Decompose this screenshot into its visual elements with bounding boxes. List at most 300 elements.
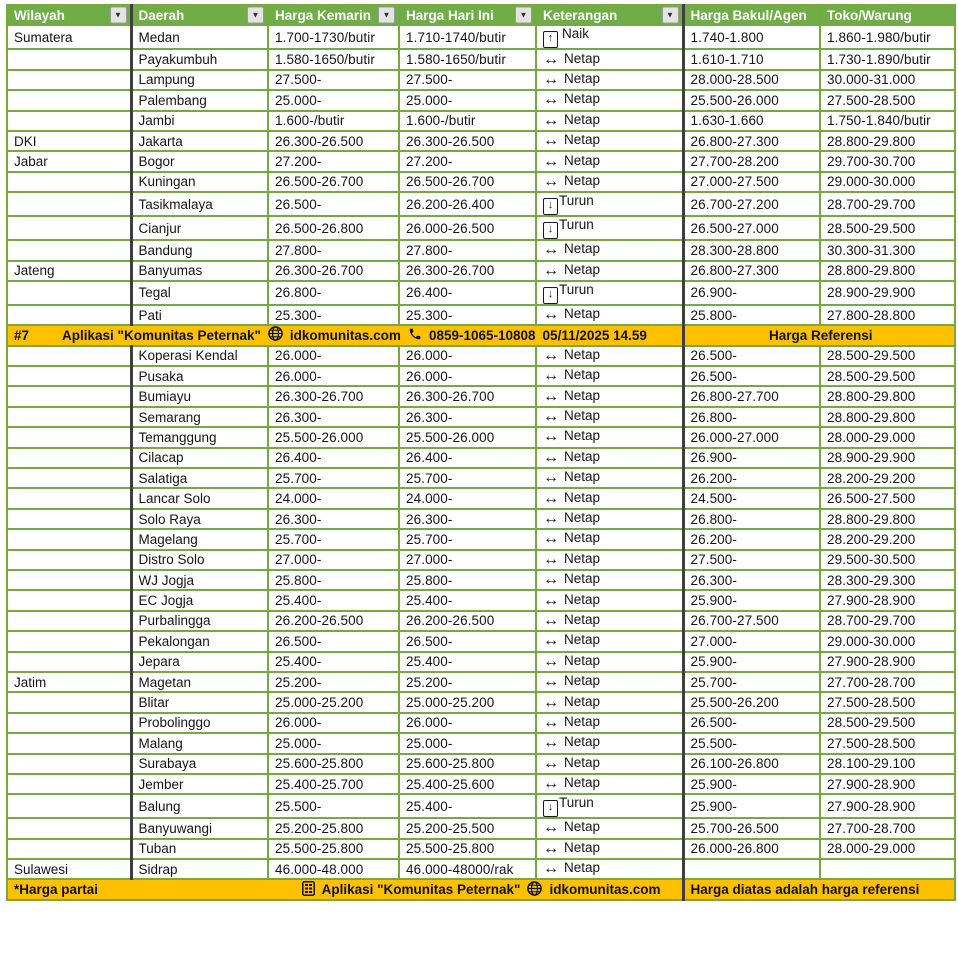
cell-harga-bakul-agen[interactable]: 26.700-27.200 bbox=[683, 192, 820, 216]
cell-harga-hari-ini[interactable]: 25.400-25.600 bbox=[399, 774, 536, 794]
cell-harga-hari-ini[interactable]: 25.400- bbox=[399, 794, 536, 818]
cell-wilayah[interactable] bbox=[7, 427, 131, 447]
cell-harga-kemarin[interactable]: 26.300- bbox=[268, 407, 399, 427]
cell-wilayah[interactable] bbox=[7, 652, 131, 672]
cell-harga-bakul-agen[interactable] bbox=[683, 859, 820, 879]
cell-daerah[interactable]: Sidrap bbox=[131, 859, 268, 879]
cell-toko-warung[interactable]: 27.900-28.900 bbox=[820, 794, 955, 818]
cell-wilayah[interactable] bbox=[7, 631, 131, 651]
cell-keterangan[interactable] bbox=[536, 652, 683, 672]
cell-harga-hari-ini[interactable]: 26.500-26.700 bbox=[399, 172, 536, 192]
cell-toko-warung[interactable]: 28.700-29.700 bbox=[820, 192, 955, 216]
cell-toko-warung[interactable]: 28.800-29.800 bbox=[820, 407, 955, 427]
cell-harga-hari-ini[interactable]: 25.800- bbox=[399, 570, 536, 590]
cell-keterangan[interactable] bbox=[536, 386, 683, 406]
table-row bbox=[7, 261, 955, 281]
cell-daerah[interactable]: Tasikmalaya bbox=[131, 192, 268, 216]
cell-wilayah[interactable] bbox=[7, 774, 131, 794]
cell-keterangan[interactable] bbox=[536, 733, 683, 753]
cell-toko-warung[interactable]: 27.500-28.500 bbox=[820, 90, 955, 110]
cell-daerah[interactable]: Lancar Solo bbox=[131, 488, 268, 508]
cell-harga-bakul-agen[interactable]: 27.700-28.200 bbox=[683, 151, 820, 171]
cell-harga-hari-ini[interactable]: 25.300- bbox=[399, 305, 536, 325]
cell-harga-kemarin[interactable]: 26.300- bbox=[268, 509, 399, 529]
cell-harga-kemarin[interactable]: 25.200-25.800 bbox=[268, 818, 399, 838]
cell-harga-hari-ini[interactable]: 25.500-25.800 bbox=[399, 839, 536, 859]
cell-harga-hari-ini[interactable]: 26.300-26.700 bbox=[399, 261, 536, 281]
cell-harga-kemarin[interactable]: 26.500- bbox=[268, 631, 399, 651]
cell-keterangan[interactable] bbox=[536, 672, 683, 692]
cell-wilayah[interactable] bbox=[7, 818, 131, 838]
cell-harga-kemarin[interactable]: 25.800- bbox=[268, 570, 399, 590]
filter-dropdown-icon[interactable]: ▼ bbox=[662, 7, 679, 24]
cell-harga-hari-ini[interactable]: 25.600-25.800 bbox=[399, 754, 536, 774]
cell-keterangan[interactable] bbox=[536, 692, 683, 712]
cell-daerah[interactable]: Tuban bbox=[131, 839, 268, 859]
cell-harga-kemarin[interactable]: 46.000-48.000 bbox=[268, 859, 399, 879]
cell-harga-kemarin[interactable]: 26.300-26.500 bbox=[268, 131, 399, 151]
trend-label: Naik bbox=[562, 26, 590, 42]
cell-toko-warung[interactable]: 30.300-31.300 bbox=[820, 240, 955, 260]
cell-daerah[interactable]: Bogor bbox=[131, 151, 268, 171]
cell-toko-warung[interactable]: 27.900-28.900 bbox=[820, 590, 955, 610]
cell-wilayah[interactable] bbox=[7, 611, 131, 631]
cell-toko-warung[interactable]: 27.900-28.900 bbox=[820, 774, 955, 794]
cell-harga-hari-ini[interactable]: 26.300- bbox=[399, 407, 536, 427]
cell-keterangan[interactable] bbox=[536, 859, 683, 879]
cell-harga-hari-ini[interactable]: 46.000-48000/rak bbox=[399, 859, 536, 879]
cell-harga-hari-ini[interactable]: 27.800- bbox=[399, 240, 536, 260]
table-row bbox=[7, 346, 955, 366]
banner-left-cell[interactable] bbox=[7, 325, 683, 345]
cell-keterangan[interactable] bbox=[536, 216, 683, 240]
cell-toko-warung[interactable]: 1.750-1.840/butir bbox=[820, 111, 955, 131]
cell-toko-warung[interactable]: 29.000-30.000 bbox=[820, 172, 955, 192]
cell-harga-hari-ini[interactable]: 25.000-25.200 bbox=[399, 692, 536, 712]
cell-keterangan[interactable] bbox=[536, 754, 683, 774]
cell-daerah[interactable]: Jepara bbox=[131, 652, 268, 672]
cell-harga-hari-ini[interactable]: 26.000-26.500 bbox=[399, 216, 536, 240]
cell-daerah[interactable]: Cianjur bbox=[131, 216, 268, 240]
cell-keterangan[interactable] bbox=[536, 346, 683, 366]
cell-keterangan[interactable] bbox=[536, 366, 683, 386]
cell-harga-hari-ini[interactable]: 27.000- bbox=[399, 550, 536, 570]
cell-harga-bakul-agen[interactable]: 26.500- bbox=[683, 366, 820, 386]
cell-keterangan[interactable] bbox=[536, 509, 683, 529]
cell-wilayah[interactable]: DKI bbox=[7, 131, 131, 151]
cell-harga-kemarin[interactable]: 26.000- bbox=[268, 346, 399, 366]
cell-toko-warung[interactable]: 29.500-30.500 bbox=[820, 550, 955, 570]
cell-harga-bakul-agen[interactable]: 26.000-26.800 bbox=[683, 839, 820, 859]
cell-wilayah[interactable] bbox=[7, 386, 131, 406]
cell-daerah[interactable]: Kuningan bbox=[131, 172, 268, 192]
cell-toko-warung[interactable]: 28.200-29.200 bbox=[820, 529, 955, 549]
header-keterangan[interactable] bbox=[536, 5, 683, 25]
cell-daerah[interactable]: Probolinggo bbox=[131, 713, 268, 733]
cell-harga-bakul-agen[interactable]: 28.000-28.500 bbox=[683, 70, 820, 90]
filter-dropdown-icon[interactable]: ▼ bbox=[110, 7, 127, 24]
cell-keterangan[interactable] bbox=[536, 70, 683, 90]
footer-left-cell[interactable] bbox=[7, 879, 683, 899]
cell-harga-bakul-agen[interactable]: 26.700-27.500 bbox=[683, 611, 820, 631]
cell-harga-kemarin[interactable]: 26.500- bbox=[268, 192, 399, 216]
cell-toko-warung[interactable]: 28.300-29.300 bbox=[820, 570, 955, 590]
cell-daerah[interactable]: Jambi bbox=[131, 111, 268, 131]
cell-daerah[interactable]: Surabaya bbox=[131, 754, 268, 774]
cell-daerah[interactable]: Magelang bbox=[131, 529, 268, 549]
cell-daerah[interactable]: Balung bbox=[131, 794, 268, 818]
cell-daerah[interactable]: Cilacap bbox=[131, 448, 268, 468]
cell-toko-warung[interactable]: 30.000-31.000 bbox=[820, 70, 955, 90]
cell-toko-warung[interactable]: 28.900-29.900 bbox=[820, 281, 955, 305]
cell-harga-hari-ini[interactable]: 25.700- bbox=[399, 468, 536, 488]
cell-wilayah[interactable]: Jateng bbox=[7, 261, 131, 281]
cell-toko-warung[interactable]: 27.800-28.800 bbox=[820, 305, 955, 325]
cell-harga-bakul-agen[interactable]: 26.800-27.300 bbox=[683, 131, 820, 151]
header-harga-bakul-agen[interactable] bbox=[683, 5, 820, 25]
cell-harga-bakul-agen[interactable]: 25.700- bbox=[683, 672, 820, 692]
cell-harga-bakul-agen[interactable]: 26.500- bbox=[683, 713, 820, 733]
cell-harga-hari-ini[interactable]: 26.000- bbox=[399, 366, 536, 386]
cell-wilayah[interactable] bbox=[7, 468, 131, 488]
cell-daerah[interactable]: EC Jogja bbox=[131, 590, 268, 610]
cell-wilayah[interactable] bbox=[7, 305, 131, 325]
cell-daerah[interactable]: Jember bbox=[131, 774, 268, 794]
cell-harga-bakul-agen[interactable]: 27.000-27.500 bbox=[683, 172, 820, 192]
cell-harga-hari-ini[interactable]: 25.200-25.500 bbox=[399, 818, 536, 838]
cell-harga-bakul-agen[interactable]: 24.500- bbox=[683, 488, 820, 508]
cell-keterangan[interactable] bbox=[536, 427, 683, 447]
cell-wilayah[interactable] bbox=[7, 49, 131, 69]
cell-harga-bakul-agen[interactable]: 25.900- bbox=[683, 794, 820, 818]
cell-harga-kemarin[interactable]: 24.000- bbox=[268, 488, 399, 508]
cell-harga-hari-ini[interactable]: 26.300- bbox=[399, 509, 536, 529]
cell-harga-hari-ini[interactable]: 27.500- bbox=[399, 70, 536, 90]
cell-harga-bakul-agen[interactable]: 26.800- bbox=[683, 407, 820, 427]
cell-toko-warung[interactable]: 26.500-27.500 bbox=[820, 488, 955, 508]
cell-harga-hari-ini[interactable]: 26.000- bbox=[399, 346, 536, 366]
cell-wilayah[interactable] bbox=[7, 70, 131, 90]
cell-daerah[interactable]: Jakarta bbox=[131, 131, 268, 151]
cell-keterangan[interactable] bbox=[536, 590, 683, 610]
cell-harga-bakul-agen[interactable]: 25.500-26.200 bbox=[683, 692, 820, 712]
cell-harga-kemarin[interactable]: 27.500- bbox=[268, 70, 399, 90]
cell-wilayah[interactable] bbox=[7, 733, 131, 753]
banner-right-cell[interactable] bbox=[683, 325, 955, 345]
cell-harga-bakul-agen[interactable]: 1.610-1.710 bbox=[683, 49, 820, 69]
cell-keterangan[interactable] bbox=[536, 774, 683, 794]
cell-harga-kemarin[interactable]: 25.500- bbox=[268, 794, 399, 818]
cell-wilayah[interactable] bbox=[7, 794, 131, 818]
cell-harga-hari-ini[interactable]: 25.400- bbox=[399, 590, 536, 610]
cell-wilayah[interactable] bbox=[7, 172, 131, 192]
cell-daerah[interactable]: Blitar bbox=[131, 692, 268, 712]
cell-harga-hari-ini[interactable]: 26.000- bbox=[399, 713, 536, 733]
cell-wilayah[interactable]: Jabar bbox=[7, 151, 131, 171]
cell-toko-warung[interactable]: 28.900-29.900 bbox=[820, 448, 955, 468]
cell-harga-bakul-agen[interactable]: 1.740-1.800 bbox=[683, 25, 820, 49]
cell-wilayah[interactable] bbox=[7, 346, 131, 366]
cell-daerah[interactable]: Salatiga bbox=[131, 468, 268, 488]
cell-daerah[interactable]: Bumiayu bbox=[131, 386, 268, 406]
cell-harga-bakul-agen[interactable]: 26.200- bbox=[683, 529, 820, 549]
cell-harga-kemarin[interactable]: 26.200-26.500 bbox=[268, 611, 399, 631]
cell-harga-kemarin[interactable]: 25.600-25.800 bbox=[268, 754, 399, 774]
cell-wilayah[interactable] bbox=[7, 839, 131, 859]
cell-harga-kemarin[interactable]: 27.200- bbox=[268, 151, 399, 171]
cell-harga-kemarin[interactable]: 25.400- bbox=[268, 590, 399, 610]
header-harga-hari-ini[interactable] bbox=[399, 5, 536, 25]
cell-wilayah[interactable] bbox=[7, 192, 131, 216]
cell-daerah[interactable]: Semarang bbox=[131, 407, 268, 427]
cell-keterangan[interactable] bbox=[536, 529, 683, 549]
cell-keterangan[interactable] bbox=[536, 468, 683, 488]
cell-harga-kemarin[interactable]: 25.000-25.200 bbox=[268, 692, 399, 712]
cell-harga-kemarin[interactable]: 26.500-26.800 bbox=[268, 216, 399, 240]
cell-harga-bakul-agen[interactable]: 26.900- bbox=[683, 448, 820, 468]
cell-harga-bakul-agen[interactable]: 26.800-27.300 bbox=[683, 261, 820, 281]
cell-toko-warung[interactable]: 27.500-28.500 bbox=[820, 692, 955, 712]
cell-toko-warung[interactable]: 28.000-29.000 bbox=[820, 427, 955, 447]
cell-toko-warung[interactable]: 27.700-28.700 bbox=[820, 818, 955, 838]
cell-wilayah[interactable] bbox=[7, 529, 131, 549]
cell-toko-warung[interactable]: 27.900-28.900 bbox=[820, 652, 955, 672]
cell-harga-kemarin[interactable]: 25.700- bbox=[268, 529, 399, 549]
cell-harga-hari-ini[interactable]: 26.300-26.500 bbox=[399, 131, 536, 151]
cell-wilayah[interactable]: Sulawesi bbox=[7, 859, 131, 879]
cell-daerah[interactable]: Koperasi Kendal bbox=[131, 346, 268, 366]
cell-toko-warung[interactable]: 1.730-1.890/butir bbox=[820, 49, 955, 69]
cell-harga-kemarin[interactable]: 26.000- bbox=[268, 366, 399, 386]
cell-wilayah[interactable] bbox=[7, 713, 131, 733]
cell-harga-kemarin[interactable]: 26.000- bbox=[268, 713, 399, 733]
cell-wilayah[interactable]: Jatim bbox=[7, 672, 131, 692]
cell-harga-hari-ini[interactable]: 26.400- bbox=[399, 281, 536, 305]
cell-keterangan[interactable] bbox=[536, 713, 683, 733]
cell-daerah[interactable]: Banyumas bbox=[131, 261, 268, 281]
cell-harga-kemarin[interactable]: 25.000- bbox=[268, 733, 399, 753]
cell-harga-kemarin[interactable]: 25.700- bbox=[268, 468, 399, 488]
cell-wilayah[interactable] bbox=[7, 216, 131, 240]
cell-harga-kemarin[interactable]: 27.000- bbox=[268, 550, 399, 570]
cell-keterangan[interactable] bbox=[536, 818, 683, 838]
cell-wilayah[interactable] bbox=[7, 550, 131, 570]
cell-toko-warung[interactable]: 28.500-29.500 bbox=[820, 366, 955, 386]
cell-toko-warung[interactable]: 28.200-29.200 bbox=[820, 468, 955, 488]
cell-keterangan[interactable] bbox=[536, 448, 683, 468]
cell-toko-warung[interactable]: 28.800-29.800 bbox=[820, 131, 955, 151]
cell-harga-kemarin[interactable]: 26.300-26.700 bbox=[268, 261, 399, 281]
cell-harga-bakul-agen[interactable]: 25.500-26.000 bbox=[683, 90, 820, 110]
cell-wilayah[interactable] bbox=[7, 448, 131, 468]
cell-toko-warung[interactable]: 28.800-29.800 bbox=[820, 386, 955, 406]
cell-harga-bakul-agen[interactable]: 26.800- bbox=[683, 509, 820, 529]
cell-keterangan[interactable] bbox=[536, 49, 683, 69]
cell-keterangan[interactable] bbox=[536, 488, 683, 508]
cell-keterangan[interactable] bbox=[536, 839, 683, 859]
cell-wilayah[interactable] bbox=[7, 570, 131, 590]
filter-dropdown-icon[interactable]: ▼ bbox=[515, 7, 532, 24]
header-daerah[interactable] bbox=[131, 5, 268, 25]
cell-keterangan[interactable] bbox=[536, 172, 683, 192]
cell-keterangan[interactable] bbox=[536, 261, 683, 281]
cell-harga-hari-ini[interactable]: 26.200-26.500 bbox=[399, 611, 536, 631]
cell-toko-warung[interactable]: 27.500-28.500 bbox=[820, 733, 955, 753]
cell-harga-bakul-agen[interactable]: 26.000-27.000 bbox=[683, 427, 820, 447]
header-toko-warung[interactable] bbox=[820, 5, 955, 25]
cell-keterangan[interactable] bbox=[536, 305, 683, 325]
cell-daerah[interactable]: Distro Solo bbox=[131, 550, 268, 570]
cell-daerah[interactable]: Temanggung bbox=[131, 427, 268, 447]
cell-harga-bakul-agen[interactable]: 25.700-26.500 bbox=[683, 818, 820, 838]
cell-harga-kemarin[interactable]: 25.000- bbox=[268, 90, 399, 110]
cell-keterangan[interactable] bbox=[536, 131, 683, 151]
cell-harga-bakul-agen[interactable]: 26.500-27.000 bbox=[683, 216, 820, 240]
cell-harga-bakul-agen[interactable]: 27.500- bbox=[683, 550, 820, 570]
cell-harga-bakul-agen[interactable]: 26.200- bbox=[683, 468, 820, 488]
cell-harga-kemarin[interactable]: 27.800- bbox=[268, 240, 399, 260]
cell-keterangan[interactable] bbox=[536, 25, 683, 49]
cell-wilayah[interactable] bbox=[7, 509, 131, 529]
cell-harga-hari-ini[interactable]: 25.400- bbox=[399, 652, 536, 672]
cell-harga-kemarin[interactable]: 1.600-/butir bbox=[268, 111, 399, 131]
cell-toko-warung[interactable]: 28.500-29.500 bbox=[820, 713, 955, 733]
cell-daerah[interactable]: Payakumbuh bbox=[131, 49, 268, 69]
cell-wilayah[interactable] bbox=[7, 281, 131, 305]
cell-harga-hari-ini[interactable]: 25.000- bbox=[399, 90, 536, 110]
cell-keterangan[interactable] bbox=[536, 151, 683, 171]
footer-right-cell[interactable] bbox=[683, 879, 955, 899]
cell-harga-kemarin[interactable]: 1.580-1650/butir bbox=[268, 49, 399, 69]
cell-daerah[interactable]: Pati bbox=[131, 305, 268, 325]
cell-keterangan[interactable] bbox=[536, 111, 683, 131]
cell-keterangan[interactable] bbox=[536, 192, 683, 216]
cell-harga-hari-ini[interactable]: 1.580-1650/butir bbox=[399, 49, 536, 69]
cell-daerah[interactable]: Banyuwangi bbox=[131, 818, 268, 838]
cell-harga-kemarin[interactable]: 25.300- bbox=[268, 305, 399, 325]
cell-harga-bakul-agen[interactable]: 26.300- bbox=[683, 570, 820, 590]
cell-wilayah[interactable] bbox=[7, 240, 131, 260]
cell-daerah[interactable]: Tegal bbox=[131, 281, 268, 305]
cell-daerah[interactable]: Malang bbox=[131, 733, 268, 753]
cell-daerah[interactable]: Medan bbox=[131, 25, 268, 49]
cell-daerah[interactable]: Lampung bbox=[131, 70, 268, 90]
cell-harga-hari-ini[interactable]: 24.000- bbox=[399, 488, 536, 508]
cell-harga-hari-ini[interactable]: 26.500- bbox=[399, 631, 536, 651]
cell-toko-warung[interactable]: 28.800-29.800 bbox=[820, 261, 955, 281]
cell-wilayah[interactable] bbox=[7, 754, 131, 774]
cell-wilayah[interactable] bbox=[7, 366, 131, 386]
cell-harga-hari-ini[interactable]: 25.000- bbox=[399, 733, 536, 753]
cell-wilayah[interactable]: Sumatera bbox=[7, 25, 131, 49]
cell-toko-warung[interactable]: 28.500-29.500 bbox=[820, 216, 955, 240]
cell-harga-kemarin[interactable]: 25.400-25.700 bbox=[268, 774, 399, 794]
cell-wilayah[interactable] bbox=[7, 111, 131, 131]
cell-harga-hari-ini[interactable]: 25.700- bbox=[399, 529, 536, 549]
cell-harga-kemarin[interactable]: 1.700-1730/butir bbox=[268, 25, 399, 49]
cell-toko-warung[interactable]: 1.860-1.980/butir bbox=[820, 25, 955, 49]
cell-harga-hari-ini[interactable]: 25.500-26.000 bbox=[399, 427, 536, 447]
cell-keterangan[interactable] bbox=[536, 90, 683, 110]
cell-toko-warung[interactable]: 29.000-30.000 bbox=[820, 631, 955, 651]
cell-harga-hari-ini[interactable]: 25.200- bbox=[399, 672, 536, 692]
table-row bbox=[7, 550, 955, 570]
cell-harga-kemarin[interactable]: 25.500-25.800 bbox=[268, 839, 399, 859]
cell-harga-bakul-agen[interactable]: 25.800- bbox=[683, 305, 820, 325]
cell-harga-bakul-agen[interactable]: 25.900- bbox=[683, 652, 820, 672]
cell-harga-kemarin[interactable]: 25.200- bbox=[268, 672, 399, 692]
cell-harga-bakul-agen[interactable]: 1.630-1.660 bbox=[683, 111, 820, 131]
cell-daerah[interactable]: Purbalingga bbox=[131, 611, 268, 631]
cell-toko-warung[interactable]: 28.000-29.000 bbox=[820, 839, 955, 859]
cell-keterangan[interactable] bbox=[536, 794, 683, 818]
header-harga-kemarin[interactable] bbox=[268, 5, 399, 25]
cell-harga-kemarin[interactable]: 25.500-26.000 bbox=[268, 427, 399, 447]
cell-daerah[interactable]: WJ Jogja bbox=[131, 570, 268, 590]
cell-wilayah[interactable] bbox=[7, 407, 131, 427]
cell-keterangan[interactable] bbox=[536, 407, 683, 427]
cell-harga-bakul-agen[interactable]: 25.900- bbox=[683, 590, 820, 610]
cell-harga-kemarin[interactable]: 26.300-26.700 bbox=[268, 386, 399, 406]
cell-keterangan[interactable] bbox=[536, 570, 683, 590]
cell-toko-warung[interactable]: 29.700-30.700 bbox=[820, 151, 955, 171]
cell-harga-hari-ini[interactable]: 26.400- bbox=[399, 448, 536, 468]
cell-harga-bakul-agen[interactable]: 28.300-28.800 bbox=[683, 240, 820, 260]
cell-harga-bakul-agen[interactable]: 25.500- bbox=[683, 733, 820, 753]
header-wilayah[interactable] bbox=[7, 5, 131, 25]
cell-harga-kemarin[interactable]: 26.500-26.700 bbox=[268, 172, 399, 192]
cell-toko-warung[interactable]: 28.100-29.100 bbox=[820, 754, 955, 774]
cell-harga-hari-ini[interactable]: 26.200-26.400 bbox=[399, 192, 536, 216]
cell-harga-bakul-agen[interactable]: 26.500- bbox=[683, 346, 820, 366]
cell-harga-hari-ini[interactable]: 1.600-/butir bbox=[399, 111, 536, 131]
cell-wilayah[interactable] bbox=[7, 692, 131, 712]
cell-harga-bakul-agen[interactable]: 26.800-27.700 bbox=[683, 386, 820, 406]
cell-harga-bakul-agen[interactable]: 26.100-26.800 bbox=[683, 754, 820, 774]
cell-harga-kemarin[interactable]: 26.800- bbox=[268, 281, 399, 305]
cell-harga-hari-ini[interactable]: 1.710-1740/butir bbox=[399, 25, 536, 49]
cell-daerah[interactable]: Pusaka bbox=[131, 366, 268, 386]
cell-harga-bakul-agen[interactable]: 26.900- bbox=[683, 281, 820, 305]
cell-toko-warung[interactable] bbox=[820, 859, 955, 879]
cell-daerah[interactable]: Pekalongan bbox=[131, 631, 268, 651]
cell-daerah[interactable]: Magetan bbox=[131, 672, 268, 692]
cell-harga-hari-ini[interactable]: 27.200- bbox=[399, 151, 536, 171]
cell-toko-warung[interactable]: 28.500-29.500 bbox=[820, 346, 955, 366]
cell-wilayah[interactable] bbox=[7, 90, 131, 110]
cell-keterangan[interactable] bbox=[536, 240, 683, 260]
cell-harga-bakul-agen[interactable]: 27.000- bbox=[683, 631, 820, 651]
cell-keterangan[interactable] bbox=[536, 550, 683, 570]
cell-daerah[interactable]: Solo Raya bbox=[131, 509, 268, 529]
cell-wilayah[interactable] bbox=[7, 590, 131, 610]
cell-keterangan[interactable] bbox=[536, 281, 683, 305]
filter-dropdown-icon[interactable]: ▼ bbox=[247, 7, 264, 24]
filter-dropdown-icon[interactable]: ▼ bbox=[378, 7, 395, 24]
cell-toko-warung[interactable]: 27.700-28.700 bbox=[820, 672, 955, 692]
cell-harga-hari-ini[interactable]: 26.300-26.700 bbox=[399, 386, 536, 406]
cell-harga-kemarin[interactable]: 26.400- bbox=[268, 448, 399, 468]
cell-toko-warung[interactable]: 28.700-29.700 bbox=[820, 611, 955, 631]
cell-keterangan[interactable] bbox=[536, 611, 683, 631]
cell-daerah[interactable]: Palembang bbox=[131, 90, 268, 110]
cell-keterangan[interactable] bbox=[536, 631, 683, 651]
cell-toko-warung[interactable]: 28.800-29.800 bbox=[820, 509, 955, 529]
cell-daerah[interactable]: Bandung bbox=[131, 240, 268, 260]
cell-harga-kemarin[interactable]: 25.400- bbox=[268, 652, 399, 672]
cell-wilayah[interactable] bbox=[7, 488, 131, 508]
cell-harga-bakul-agen[interactable]: 25.900- bbox=[683, 774, 820, 794]
